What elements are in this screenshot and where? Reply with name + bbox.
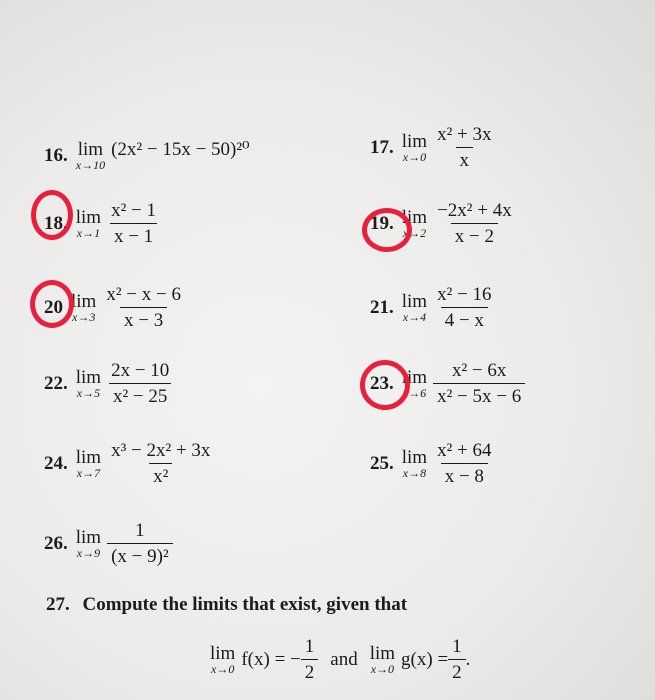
problem-number: 17. [370, 136, 394, 158]
problem-number: 18. [44, 212, 68, 234]
denominator: x − 8 [441, 463, 488, 487]
limit-expression: (2x² − 15x − 50)²⁰ [111, 138, 250, 160]
period: . [465, 648, 471, 670]
numerator: x² − 6x [451, 360, 507, 381]
limit-operator: lim x→5 [75, 366, 102, 400]
problem-number: 27. [46, 594, 70, 615]
problem-16 [44, 140, 250, 172]
problem-number: 19. [370, 212, 394, 234]
denominator: x² − 25 [109, 383, 171, 407]
fraction [433, 124, 495, 171]
problem-number: 16. [44, 145, 68, 166]
fraction [433, 440, 495, 487]
fraction [433, 200, 516, 247]
fraction [102, 284, 185, 331]
problem-27 [46, 594, 407, 616]
problem-number: 24. [44, 452, 68, 474]
limit-operator: lim x→7 [75, 446, 102, 480]
fraction [107, 200, 160, 247]
fraction [433, 360, 525, 407]
denominator: 4 − x [441, 307, 488, 331]
problem-number: 20 [44, 296, 63, 318]
limit-operator: lim x→10 [75, 139, 106, 172]
problem-number: 21. [370, 296, 394, 318]
numerator: −2x² + 4x [437, 200, 512, 221]
fraction [107, 520, 173, 567]
numerator: x³ − 2x² + 3x [111, 440, 211, 461]
limit-operator: lim x→4 [401, 290, 428, 324]
limit-operator: lim x→0 [210, 642, 236, 676]
limit-operator: lim x→9 [75, 526, 102, 560]
denominator: x [456, 147, 474, 171]
fraction [107, 440, 214, 487]
problem-24 [44, 440, 214, 487]
f-limit-label: f(x) = − [241, 648, 301, 670]
fraction-one-half: $\frac{1}{2}$ [448, 636, 466, 683]
numerator: 1 [135, 520, 145, 541]
numerator: x² + 64 [437, 440, 492, 461]
numerator: 2x − 10 [111, 360, 170, 381]
numerator: x² − x − 6 [106, 284, 181, 305]
fraction [107, 360, 173, 407]
red-circle-mark-23 [360, 360, 410, 410]
given-limits [210, 636, 470, 683]
fraction [433, 284, 495, 331]
limit-operator: lim x→0 [401, 130, 428, 164]
limit-operator: lim x→2 [401, 206, 428, 240]
g-limit-label: g(x) = [401, 648, 449, 670]
denominator: x − 2 [451, 223, 498, 247]
denominator: x² [149, 463, 172, 487]
problem-17 [370, 124, 496, 171]
limit-operator: lim x→3 [71, 290, 97, 324]
numerator: x² − 16 [437, 284, 492, 305]
problem-27-text: Compute the limits that exist, given that [82, 594, 408, 615]
problem-number: 25. [370, 452, 394, 474]
fraction-one-half: $\frac{1}{2}$ [301, 636, 319, 683]
limit-operator: lim x→0 [369, 642, 396, 676]
problem-number: 23. [370, 372, 394, 394]
denominator: x − 3 [120, 307, 167, 331]
numerator: x² + 3x [437, 124, 492, 145]
red-circle-mark-19 [362, 208, 412, 252]
denominator: x − 1 [110, 223, 157, 247]
problem-21 [370, 284, 496, 331]
problem-number: 26. [44, 532, 68, 554]
problem-25 [370, 440, 496, 487]
problem-26 [44, 520, 173, 567]
denominator: x² − 5x − 6 [433, 383, 525, 407]
numerator: x² − 1 [111, 200, 157, 221]
and-word: and [330, 648, 358, 670]
red-circle-mark-18 [31, 190, 73, 240]
limit-operator: lim x→6 [401, 366, 428, 400]
denominator: (x − 9)² [107, 543, 173, 567]
limit-operator: lim x→1 [75, 206, 102, 240]
problem-22 [44, 360, 173, 407]
limit-operator: lim x→8 [401, 446, 428, 480]
problem-number: 22. [44, 372, 68, 394]
red-circle-mark-20 [30, 280, 74, 328]
